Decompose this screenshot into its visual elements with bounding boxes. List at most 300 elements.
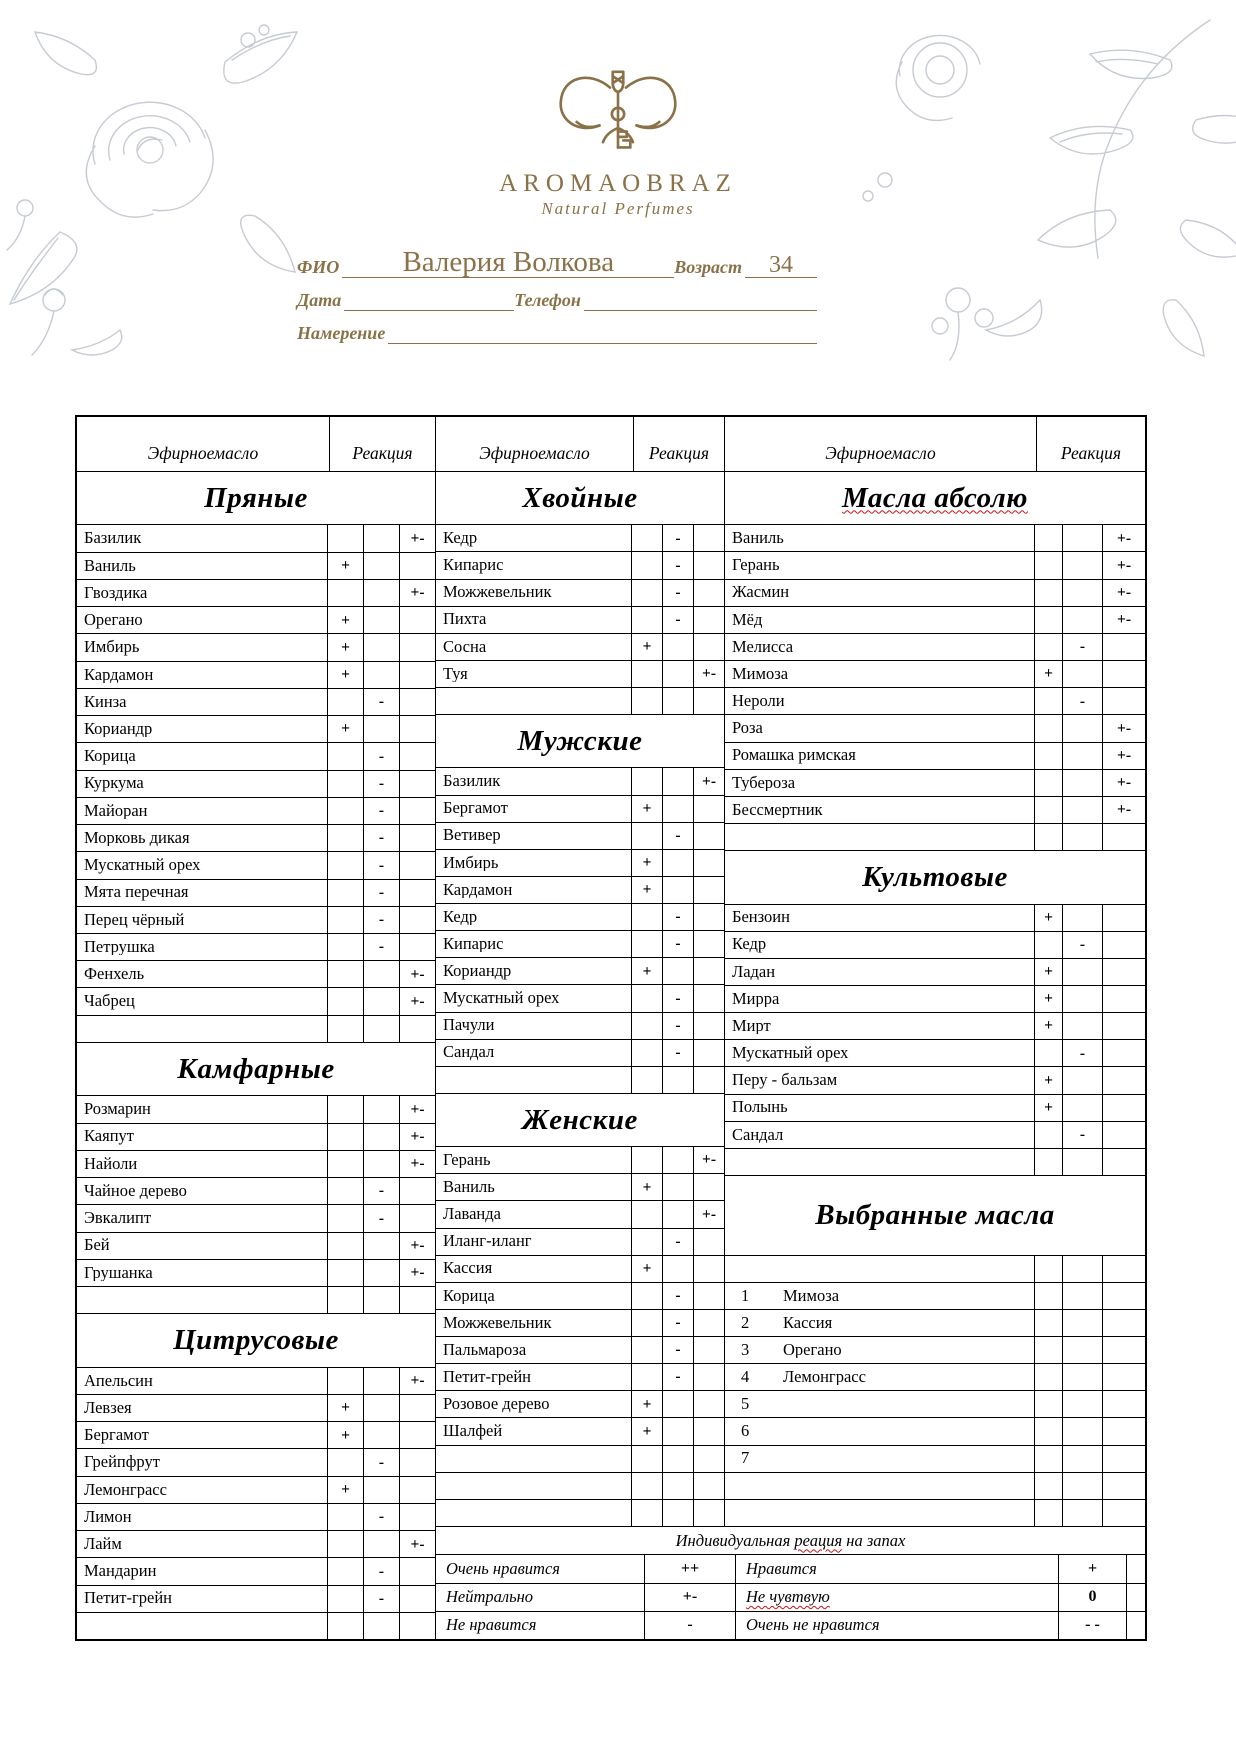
- reaction-mark: +: [327, 716, 363, 742]
- reaction-cell: [1062, 1310, 1102, 1336]
- reaction-mark: -: [363, 798, 399, 824]
- reaction-cell: [1102, 1446, 1145, 1472]
- reaction-cell: [1034, 1473, 1062, 1499]
- oil-name: Кардамон: [84, 666, 154, 683]
- oil-name: Фенхель: [84, 966, 145, 983]
- reaction-cell: [399, 1558, 435, 1584]
- reaction-cell: [363, 580, 399, 606]
- reaction-mark: +: [327, 1422, 363, 1448]
- oil-name: Имбирь: [443, 854, 499, 872]
- reaction-cell: [631, 525, 662, 551]
- reaction-cell: [399, 607, 435, 633]
- reaction-mark: +: [1034, 1067, 1062, 1093]
- legend-label: Не чувтвую: [735, 1584, 1058, 1611]
- reaction-cell: [693, 850, 724, 876]
- selected-oil-row: [725, 1336, 1145, 1363]
- oil-name: Кардамон: [443, 881, 513, 899]
- reaction-column-header: Реакция: [633, 417, 724, 471]
- oil-name: Мускатный орех: [84, 857, 201, 874]
- reaction-mark: -: [662, 1229, 693, 1255]
- legend-title-text: реация: [794, 1530, 843, 1550]
- reaction-cell: [693, 580, 724, 606]
- reaction-cell: [1102, 1364, 1145, 1390]
- reaction-cell: [1034, 743, 1062, 769]
- reaction-cell: [1034, 1391, 1062, 1417]
- oil-name: Сандал: [443, 1044, 495, 1061]
- reaction-mark: -: [363, 1178, 399, 1204]
- reaction-cell: [399, 743, 435, 769]
- reaction-mark: +-: [399, 525, 435, 551]
- reaction-cell: [631, 1067, 662, 1093]
- oil-row: [77, 933, 435, 960]
- oil-row: [77, 1503, 435, 1530]
- reaction-mark: +-: [399, 1260, 435, 1286]
- reaction-cell: [363, 525, 399, 551]
- reaction-mark: -: [1062, 932, 1102, 958]
- reaction-cell: [1062, 1283, 1102, 1309]
- legend-title: [436, 1527, 1145, 1554]
- legend-empty-cell: [1126, 1612, 1145, 1639]
- reaction-cell: [1102, 1122, 1145, 1148]
- reaction-cell: [1102, 1500, 1145, 1526]
- oils-reaction-table: [75, 415, 1147, 1641]
- oil-name: Пихта: [443, 611, 487, 628]
- reaction-cell: [1034, 688, 1062, 714]
- oil-row: [436, 1363, 724, 1390]
- reaction-mark: -: [662, 552, 693, 578]
- reaction-mark: +-: [399, 988, 435, 1014]
- oil-row: [436, 1039, 724, 1066]
- reaction-cell: [327, 825, 363, 851]
- reaction-mark: -: [363, 743, 399, 769]
- reaction-mark: -: [363, 880, 399, 906]
- oil-row: [77, 524, 435, 551]
- oil-row: [436, 876, 724, 903]
- reaction-cell: [1062, 770, 1102, 796]
- oil-name: Роза: [732, 720, 763, 737]
- reaction-cell: [631, 768, 662, 794]
- reaction-cell: [631, 931, 662, 957]
- selected-oil-row: [725, 1309, 1145, 1336]
- reaction-cell: [662, 1391, 693, 1417]
- legend-title-text: на запах: [842, 1530, 906, 1550]
- reaction-cell: [399, 825, 435, 851]
- empty-row: [725, 1499, 1145, 1526]
- reaction-cell: [631, 1147, 662, 1173]
- oil-row: [77, 661, 435, 688]
- selected-oil-number: 4: [741, 1366, 750, 1386]
- oil-row: [725, 904, 1145, 931]
- oil-name: Пальмароза: [443, 1341, 527, 1359]
- section-title: [436, 472, 724, 524]
- reaction-cell: [1102, 824, 1145, 850]
- reaction-cell: [662, 1473, 693, 1499]
- oil-name: Кориандр: [443, 963, 512, 980]
- oil-name: Ваниль: [443, 1179, 495, 1196]
- reaction-mark: -: [363, 1205, 399, 1231]
- oil-row: [436, 822, 724, 849]
- reaction-mark: +: [1034, 986, 1062, 1012]
- oil-row: [77, 742, 435, 769]
- reaction-cell: [363, 1531, 399, 1557]
- reaction-cell: [1062, 743, 1102, 769]
- oil-name: Мускатный орех: [732, 1045, 849, 1062]
- empty-row: [436, 1499, 724, 1526]
- reaction-cell: [327, 1558, 363, 1584]
- reaction-cell: [363, 1422, 399, 1448]
- reaction-cell: [1034, 607, 1062, 633]
- reaction-cell: [1062, 715, 1102, 741]
- reaction-cell: [1102, 1256, 1145, 1282]
- reaction-cell: [399, 1586, 435, 1612]
- oil-row: [77, 579, 435, 606]
- oil-row: [725, 1012, 1145, 1039]
- reaction-cell: [1102, 1473, 1145, 1499]
- reaction-column-header: Реакция: [329, 417, 435, 471]
- reaction-legend: [436, 1526, 1145, 1639]
- oil-row: [436, 1200, 724, 1227]
- oil-name: Левзея: [84, 1399, 132, 1417]
- oil-row: [725, 606, 1145, 633]
- oil-name: Апельсин: [84, 1372, 153, 1390]
- oil-name: Сосна: [443, 638, 487, 656]
- reaction-cell: [399, 1395, 435, 1421]
- legend-label: Нейтрально: [446, 1587, 534, 1607]
- oil-name: Майоран: [84, 802, 148, 820]
- oil-row: [77, 1367, 435, 1394]
- reaction-mark: -: [363, 689, 399, 715]
- reaction-mark: +: [327, 607, 363, 633]
- oil-row: [725, 985, 1145, 1012]
- oil-row: [436, 606, 724, 633]
- selected-oil-number: 6: [741, 1421, 750, 1441]
- reaction-cell: [363, 716, 399, 742]
- reaction-cell: [1102, 634, 1145, 660]
- reaction-cell: [1062, 1013, 1102, 1039]
- reaction-cell: [693, 958, 724, 984]
- reaction-mark: -: [1062, 1122, 1102, 1148]
- reaction-cell: [631, 985, 662, 1011]
- section-title: [725, 1175, 1145, 1254]
- oil-name: Кедр: [732, 936, 767, 953]
- oil-name: Эвкалипт: [84, 1210, 152, 1227]
- reaction-cell: [1034, 824, 1062, 850]
- oil-name: Герань: [443, 1151, 491, 1169]
- reaction-cell: [693, 1364, 724, 1390]
- oil-name: Ромашка римская: [732, 747, 856, 764]
- selected-oil-number: 5: [741, 1394, 750, 1414]
- legend-value: 0: [1058, 1584, 1126, 1611]
- oil-row: [436, 579, 724, 606]
- oil-name: Кипарис: [443, 557, 504, 574]
- oil-row: [725, 660, 1145, 687]
- reaction-cell: [399, 634, 435, 660]
- reaction-cell: [1102, 1337, 1145, 1363]
- oil-row: [436, 524, 724, 551]
- reaction-cell: [631, 688, 662, 714]
- oil-row: [436, 1417, 724, 1444]
- reaction-cell: [693, 688, 724, 714]
- reaction-mark: -: [662, 1364, 693, 1390]
- oil-name: Ладан: [732, 963, 776, 981]
- phone-label: Телефон: [514, 289, 581, 310]
- reaction-cell: [1062, 1473, 1102, 1499]
- reaction-cell: [327, 1233, 363, 1259]
- oil-column-header: Эфирноемасло: [147, 443, 259, 463]
- reaction-mark: +: [631, 850, 662, 876]
- reaction-cell: [693, 796, 724, 822]
- oil-column-3: [724, 417, 1145, 1526]
- oil-row: [725, 551, 1145, 578]
- selected-oil-name: Орегано: [783, 1341, 842, 1359]
- date-field: [344, 286, 514, 311]
- reaction-cell: [327, 1016, 363, 1042]
- oil-row: [725, 633, 1145, 660]
- reaction-cell: [1102, 688, 1145, 714]
- oil-name: Перу - бальзам: [732, 1072, 838, 1089]
- reaction-cell: [327, 771, 363, 797]
- reaction-cell: [1034, 932, 1062, 958]
- oil-row: [77, 1476, 435, 1503]
- section-title: [725, 850, 1145, 903]
- reaction-cell: [363, 1477, 399, 1503]
- table-right-section: [435, 417, 1145, 1639]
- oil-row: [436, 984, 724, 1011]
- form-row-date-phone: [297, 286, 817, 311]
- reaction-mark: -: [363, 852, 399, 878]
- reaction-mark: +-: [399, 1151, 435, 1177]
- reaction-cell: [1102, 1391, 1145, 1417]
- reaction-cell: [1062, 1446, 1102, 1472]
- reaction-cell: [693, 552, 724, 578]
- reaction-cell: [662, 1147, 693, 1173]
- reaction-cell: [693, 1256, 724, 1282]
- reaction-cell: [662, 1418, 693, 1444]
- reaction-cell: [631, 1201, 662, 1227]
- reaction-cell: [662, 958, 693, 984]
- reaction-cell: [1034, 770, 1062, 796]
- reaction-mark: +-: [1102, 580, 1145, 606]
- reaction-cell: [662, 796, 693, 822]
- reaction-mark: +-: [1102, 552, 1145, 578]
- oil-row: [436, 1012, 724, 1039]
- oil-row: [436, 849, 724, 876]
- oil-row: [436, 957, 724, 984]
- reaction-mark: +-: [1102, 525, 1145, 551]
- empty-row: [77, 1015, 435, 1042]
- reaction-cell: [1102, 1310, 1145, 1336]
- oil-row: [725, 1039, 1145, 1066]
- reaction-cell: [1034, 1149, 1062, 1175]
- reaction-cell: [693, 1310, 724, 1336]
- reaction-cell: [693, 1283, 724, 1309]
- oil-name: Каяпут: [84, 1128, 134, 1145]
- oil-name: Петит-грейн: [84, 1590, 172, 1607]
- reaction-mark: +-: [399, 580, 435, 606]
- reaction-cell: [693, 607, 724, 633]
- reaction-cell: [1034, 1337, 1062, 1363]
- date-label: Дата: [297, 289, 342, 310]
- reaction-cell: [1034, 1364, 1062, 1390]
- oil-row: [77, 960, 435, 987]
- reaction-cell: [662, 850, 693, 876]
- reaction-cell: [1102, 1283, 1145, 1309]
- oil-row: [725, 1121, 1145, 1148]
- oil-name: Нероли: [732, 693, 785, 710]
- reaction-cell: [1062, 1337, 1102, 1363]
- reaction-cell: [662, 688, 693, 714]
- reaction-mark: +: [631, 796, 662, 822]
- fio-field: [342, 246, 674, 278]
- intent-label: Намерение: [297, 322, 386, 343]
- reaction-cell: [327, 525, 363, 551]
- reaction-cell: [363, 634, 399, 660]
- reaction-cell: [327, 1178, 363, 1204]
- reaction-mark: +-: [693, 768, 724, 794]
- oil-row: [725, 714, 1145, 741]
- section-title-text: Культовые: [862, 860, 1008, 893]
- reaction-cell: [399, 1016, 435, 1042]
- oil-name: Мандарин: [84, 1563, 157, 1580]
- reaction-cell: [1034, 525, 1062, 551]
- reaction-cell: [363, 1395, 399, 1421]
- reaction-mark: +: [327, 662, 363, 688]
- reaction-mark: +-: [693, 661, 724, 687]
- reaction-cell: [1062, 607, 1102, 633]
- section-title: [436, 1093, 724, 1146]
- oil-name: Перец чёрный: [84, 911, 185, 929]
- reaction-cell: [693, 904, 724, 930]
- reaction-mark: +: [1034, 1095, 1062, 1121]
- reaction-cell: [693, 1418, 724, 1444]
- reaction-cell: [363, 1613, 399, 1639]
- reaction-cell: [363, 1287, 399, 1313]
- reaction-cell: [399, 689, 435, 715]
- oil-row: [77, 1448, 435, 1475]
- legend-label: Не нравится: [446, 1615, 537, 1635]
- reaction-cell: [1062, 905, 1102, 931]
- selected-oil-number: 1: [741, 1285, 750, 1305]
- reaction-cell: [327, 1287, 363, 1313]
- oil-name: Мимоза: [732, 665, 789, 683]
- oil-row: [77, 851, 435, 878]
- reaction-mark: +-: [1102, 797, 1145, 823]
- oil-name: Бергамот: [443, 800, 508, 817]
- reaction-mark: +: [631, 877, 662, 903]
- reaction-cell: [631, 1040, 662, 1066]
- reaction-cell: [1034, 1310, 1062, 1336]
- reaction-mark: +: [1034, 905, 1062, 931]
- legend-value: +: [1058, 1555, 1126, 1582]
- reaction-cell: [693, 1229, 724, 1255]
- reaction-cell: [662, 634, 693, 660]
- oil-row: [77, 1259, 435, 1286]
- reaction-mark: +-: [399, 1096, 435, 1122]
- oil-name: Ветивер: [443, 827, 501, 844]
- reaction-cell: [399, 880, 435, 906]
- reaction-cell: [1102, 1067, 1145, 1093]
- selected-oil-name: Мимоза: [783, 1287, 840, 1305]
- reaction-cell: [327, 743, 363, 769]
- reaction-cell: [693, 634, 724, 660]
- oil-name: Мускатный орех: [443, 990, 560, 1007]
- reaction-cell: [399, 1613, 435, 1639]
- empty-row: [436, 1066, 724, 1093]
- legend-value: ++: [644, 1555, 735, 1582]
- oil-name: Бензоин: [732, 909, 790, 926]
- oil-name: Кинза: [84, 693, 127, 711]
- reaction-cell: [1062, 1149, 1102, 1175]
- oil-row: [436, 1255, 724, 1282]
- legend-value: - -: [1058, 1612, 1126, 1639]
- oil-name: Лемонграсс: [84, 1481, 167, 1499]
- oil-name: Лимон: [84, 1508, 132, 1526]
- oil-name: Туя: [443, 665, 468, 683]
- reaction-cell: [1062, 1095, 1102, 1121]
- reaction-cell: [363, 662, 399, 688]
- reaction-cell: [1034, 1256, 1062, 1282]
- oil-row: [77, 1150, 435, 1177]
- reaction-mark: -: [662, 580, 693, 606]
- reaction-mark: -: [662, 1337, 693, 1363]
- oil-name: Сандал: [732, 1126, 784, 1144]
- reaction-cell: [662, 661, 693, 687]
- reaction-cell: [1034, 580, 1062, 606]
- oil-row: [77, 1232, 435, 1259]
- reaction-cell: [1062, 1391, 1102, 1417]
- oil-column-2: [436, 417, 724, 1526]
- oil-row: [77, 1530, 435, 1557]
- reaction-mark: -: [662, 823, 693, 849]
- reaction-cell: [631, 1310, 662, 1336]
- reaction-cell: [1102, 905, 1145, 931]
- reaction-cell: [631, 661, 662, 687]
- oil-name: Герань: [732, 557, 780, 574]
- oil-name: Тубероза: [732, 774, 796, 792]
- oil-name: Мирра: [732, 990, 780, 1008]
- oil-name: Морковь дикая: [84, 829, 190, 847]
- reaction-cell: [662, 877, 693, 903]
- reaction-cell: [631, 1013, 662, 1039]
- reaction-cell: [631, 1283, 662, 1309]
- reaction-cell: [399, 1477, 435, 1503]
- legend-row: [436, 1554, 1145, 1582]
- reaction-mark: +-: [1102, 743, 1145, 769]
- oil-row: [77, 1095, 435, 1122]
- oil-name: Иланг-иланг: [443, 1233, 532, 1250]
- reaction-cell: [327, 1613, 363, 1639]
- reaction-cell: [1034, 1446, 1062, 1472]
- reaction-cell: [363, 1368, 399, 1394]
- oil-name: Имбирь: [84, 639, 140, 656]
- reaction-cell: [662, 1446, 693, 1472]
- oil-row: [77, 1557, 435, 1584]
- reaction-cell: [1062, 552, 1102, 578]
- reaction-cell: [662, 1201, 693, 1227]
- reaction-cell: [1102, 661, 1145, 687]
- reaction-mark: -: [1062, 688, 1102, 714]
- reaction-cell: [662, 1174, 693, 1200]
- reaction-cell: [327, 934, 363, 960]
- oil-name: Ваниль: [84, 557, 136, 575]
- selected-oil-row: [725, 1445, 1145, 1472]
- oil-name: Розмарин: [84, 1101, 151, 1118]
- reaction-mark: -: [363, 1504, 399, 1530]
- legend-label: Очень нравится: [446, 1558, 560, 1578]
- reaction-mark: +: [1034, 661, 1062, 687]
- aromaobraz-logo-icon: [552, 66, 684, 162]
- oil-name: Бей: [84, 1237, 110, 1254]
